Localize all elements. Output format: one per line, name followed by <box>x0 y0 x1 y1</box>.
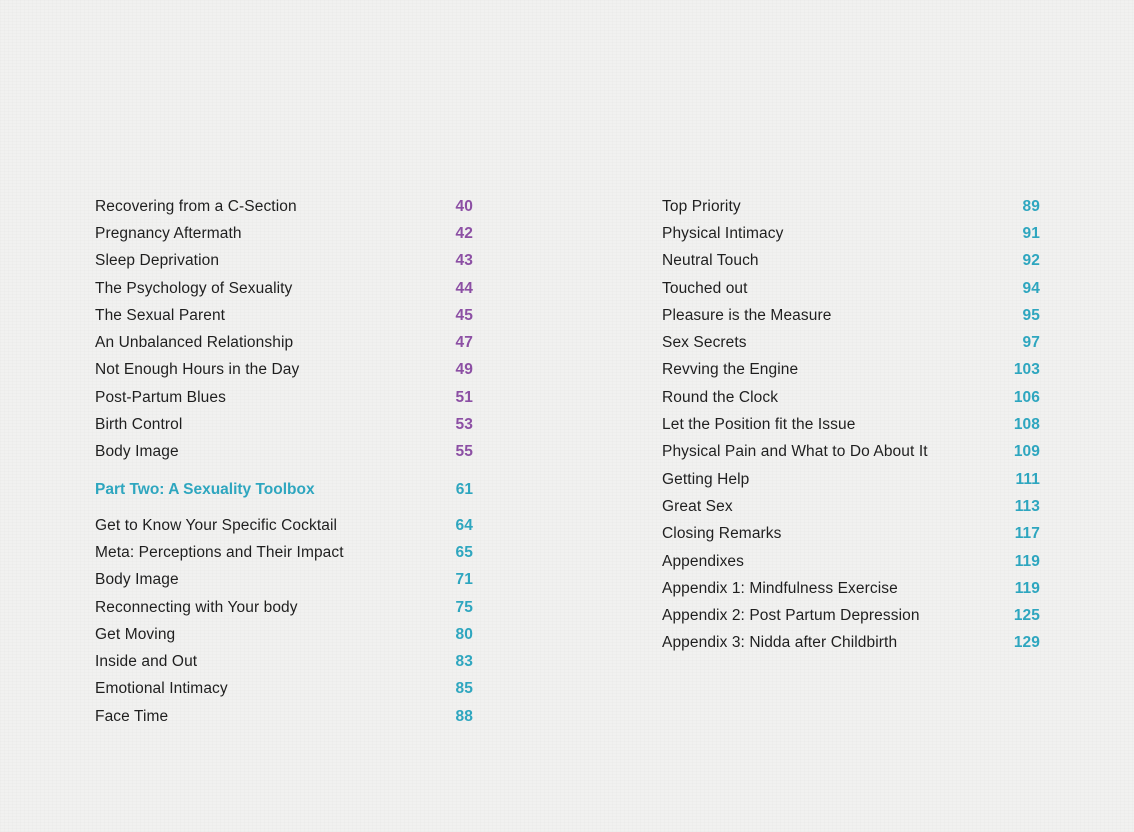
toc-entry-title: Round the Clock <box>662 388 779 406</box>
toc-entry[interactable] <box>95 567 473 594</box>
toc-entry-title: Sex Secrets <box>662 334 747 352</box>
toc-entry-page: 80 <box>455 625 473 643</box>
toc-entry[interactable] <box>662 411 1040 438</box>
toc-entry-title: The Sexual Parent <box>95 306 226 324</box>
toc-entry[interactable] <box>95 539 473 566</box>
toc-entry[interactable] <box>95 594 473 621</box>
toc-entry-title: Meta: Perceptions and Their Impact <box>95 543 344 561</box>
toc-entry-title: Great Sex <box>662 497 733 515</box>
toc-entry-page: 92 <box>1022 252 1040 270</box>
toc-entry-page: 85 <box>455 680 473 698</box>
toc-entry-page: 95 <box>1022 306 1040 324</box>
toc-entry-title: Touched out <box>662 279 748 297</box>
toc-entry-page: 65 <box>455 543 473 561</box>
toc-entry-title: An Unbalanced Relationship <box>95 334 294 352</box>
toc-entry-page: 109 <box>1013 443 1040 461</box>
toc-entry-page: 117 <box>1014 525 1040 543</box>
toc-part-one-entries <box>95 193 473 466</box>
toc-entry-page: 53 <box>455 416 473 434</box>
toc-entry-page: 40 <box>455 197 473 215</box>
toc-entry[interactable] <box>95 512 473 539</box>
toc-entry-page: 129 <box>1013 634 1040 652</box>
toc-entry[interactable] <box>662 357 1040 384</box>
toc-entry-page: 64 <box>455 516 473 534</box>
toc-entry[interactable] <box>95 648 473 675</box>
toc-entry[interactable] <box>95 302 473 329</box>
toc-entry-page: 88 <box>455 707 473 725</box>
toc-entry[interactable] <box>662 384 1040 411</box>
part-heading-page: 61 <box>455 481 473 499</box>
toc-entry-page: 97 <box>1022 334 1040 352</box>
toc-entry-page: 42 <box>455 224 473 242</box>
toc-entry-page: 83 <box>455 653 473 671</box>
toc-entry-page: 89 <box>1022 197 1040 215</box>
toc-entry-page: 111 <box>1015 470 1040 488</box>
toc-entry[interactable] <box>662 602 1040 629</box>
toc-entry-page: 119 <box>1014 552 1040 570</box>
toc-entry[interactable] <box>662 466 1040 493</box>
toc-entry[interactable] <box>95 193 473 220</box>
toc-entry-title: Face Time <box>95 707 169 725</box>
toc-entry[interactable] <box>662 521 1040 548</box>
toc-entry-title: Revving the Engine <box>662 361 799 379</box>
toc-entry-page: 51 <box>455 388 473 406</box>
toc-entry[interactable] <box>662 548 1040 575</box>
toc-entry-title: Physical Pain and What to Do About It <box>662 443 928 461</box>
toc-entry-page: 106 <box>1013 388 1040 406</box>
toc-entry[interactable] <box>662 329 1040 356</box>
toc-entry-title: Pregnancy Aftermath <box>95 224 242 242</box>
toc-entry-page: 108 <box>1013 416 1040 434</box>
toc-entry-page: 44 <box>455 279 473 297</box>
toc-entry[interactable] <box>95 248 473 275</box>
toc-entry-title: Get Moving <box>95 625 176 643</box>
toc-entry[interactable] <box>95 357 473 384</box>
toc-entry-page: 113 <box>1014 497 1040 515</box>
toc-left-column <box>95 193 473 730</box>
toc-entry-title: Sleep Deprivation <box>95 252 220 270</box>
toc-entry-title: The Psychology of Sexuality <box>95 279 293 297</box>
toc-entry-title: Appendix 3: Nidda after Childbirth <box>662 634 898 652</box>
toc-entry[interactable] <box>662 220 1040 247</box>
toc-right-column <box>662 193 1040 657</box>
toc-entry[interactable] <box>662 493 1040 520</box>
toc-entry-page: 75 <box>455 598 473 616</box>
toc-entry-page: 125 <box>1013 607 1040 625</box>
toc-entry-page: 119 <box>1014 579 1040 597</box>
toc-entry-page: 55 <box>455 443 473 461</box>
toc-entry-title: Closing Remarks <box>662 525 782 543</box>
part-heading-title: Part Two: A Sexuality Toolbox <box>95 481 315 499</box>
toc-entry-title: Physical Intimacy <box>662 224 784 242</box>
toc-entry-title: Get to Know Your Specific Cocktail <box>95 516 338 534</box>
toc-entry-page: 43 <box>455 252 473 270</box>
toc-entry[interactable] <box>95 329 473 356</box>
toc-entry-page: 49 <box>455 361 473 379</box>
toc-entry-page: 91 <box>1022 224 1040 242</box>
toc-entry-title: Appendixes <box>662 552 745 570</box>
toc-entry-title: Recovering from a C-Section <box>95 197 297 215</box>
toc-entry[interactable] <box>662 575 1040 602</box>
toc-entry-title: Neutral Touch <box>662 252 759 270</box>
toc-entry-title: Not Enough Hours in the Day <box>95 361 300 379</box>
toc-entry[interactable] <box>662 439 1040 466</box>
toc-entry-page: 47 <box>455 334 473 352</box>
toc-entry[interactable] <box>95 621 473 648</box>
toc-entry-title: Top Priority <box>662 197 741 215</box>
toc-entry-title: Emotional Intimacy <box>95 680 228 698</box>
toc-entry-title: Inside and Out <box>95 653 198 671</box>
toc-entry[interactable] <box>662 275 1040 302</box>
toc-entry[interactable] <box>95 220 473 247</box>
toc-entry[interactable] <box>662 193 1040 220</box>
toc-entry[interactable] <box>95 676 473 703</box>
toc-entry[interactable] <box>662 302 1040 329</box>
toc-entry-title: Getting Help <box>662 470 750 488</box>
toc-entry-page: 94 <box>1022 279 1040 297</box>
toc-entry[interactable] <box>95 439 473 466</box>
toc-entry[interactable] <box>662 630 1040 657</box>
toc-entry-title: Body Image <box>95 443 179 461</box>
toc-entry-page: 103 <box>1013 361 1040 379</box>
toc-part-two-entries <box>95 512 473 730</box>
toc-entry[interactable] <box>95 275 473 302</box>
toc-part-heading[interactable] <box>95 477 473 504</box>
toc-entry[interactable] <box>95 384 473 411</box>
toc-entry-title: Appendix 1: Mindfulness Exercise <box>662 579 898 597</box>
toc-entry-title: Let the Position fit the Issue <box>662 416 856 434</box>
toc-entry-title: Pleasure is the Measure <box>662 306 832 324</box>
toc-entry[interactable] <box>95 411 473 438</box>
toc-entry[interactable] <box>662 248 1040 275</box>
toc-entry-title: Birth Control <box>95 416 183 434</box>
toc-entry-title: Post-Partum Blues <box>95 388 226 406</box>
toc-entry-title: Body Image <box>95 571 179 589</box>
toc-entry-page: 71 <box>455 571 473 589</box>
toc-entry-page: 45 <box>455 306 473 324</box>
toc-entry-title: Reconnecting with Your body <box>95 598 298 616</box>
toc-entry[interactable] <box>95 703 473 730</box>
toc-entry-title: Appendix 2: Post Partum Depression <box>662 607 920 625</box>
